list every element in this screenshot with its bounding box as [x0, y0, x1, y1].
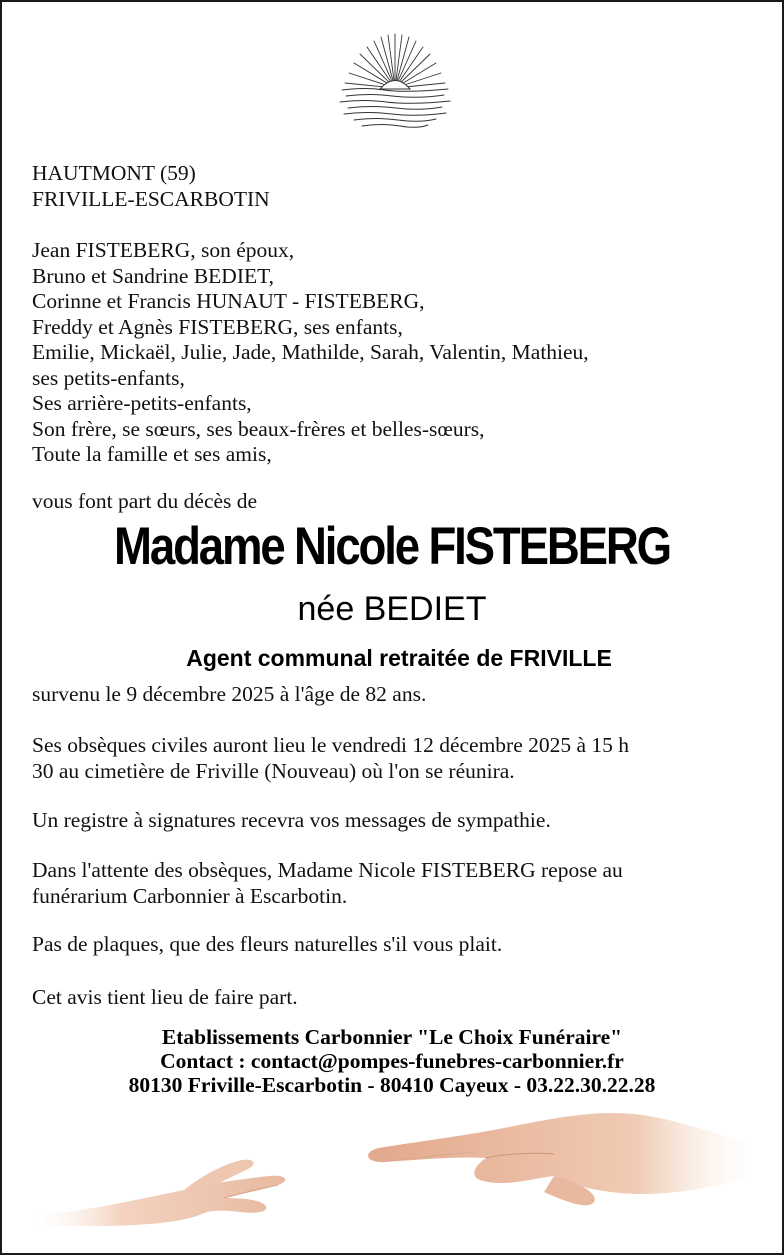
towns-header: [32, 161, 760, 212]
deceased-name: Madame Nicole FISTEBERG: [114, 517, 670, 576]
register-paragraph: [32, 808, 760, 834]
paragraph-line: Cet avis tient lieu de faire part.: [32, 985, 298, 1009]
family-list: [32, 238, 760, 468]
left-hand: [34, 1160, 285, 1226]
funeral-home-contact[interactable]: Contact : contact@pompes-funebres-carbonnier.fr: [160, 1049, 624, 1073]
family-line: Freddy et Agnès FISTEBERG, ses enfants,: [32, 314, 403, 339]
town-line: FRIVILLE-ESCARBOTIN: [32, 186, 270, 211]
paragraph-line: funérarium Carbonnier à Escarbotin.: [32, 883, 348, 908]
town-line: HAUTMONT (59): [32, 161, 196, 185]
family-line: ses petits-enfants,: [32, 365, 185, 390]
sunset-over-water-icon: [336, 32, 454, 136]
funeral-details-paragraph: [32, 733, 760, 784]
announcement-intro: vous font part du décès de: [32, 489, 258, 513]
paragraph-line: Un registre à signatures recevra vos messages de sympathie.: [32, 808, 551, 832]
family-line: Jean FISTEBERG, son époux,: [32, 238, 295, 262]
flowers-paragraph: [32, 932, 760, 958]
right-hand: [368, 1113, 754, 1205]
paragraph-line: Ses obsèques civiles auront lieu le vendredi 12 décembre 2025 à 15 h: [32, 733, 630, 757]
funeral-home-block: [2, 1025, 782, 1097]
rest-location-paragraph: [32, 858, 760, 909]
deceased-role: Agent communal retraitée de FRIVILLE: [186, 645, 612, 671]
paragraph-line: Pas de plaques, que des fleurs naturelles s'il vous plait.: [32, 932, 503, 956]
paragraph-line: Dans l'attente des obsèques, Madame Nicole FISTEBERG repose au: [32, 858, 623, 882]
maiden-name: née BEDIET: [297, 590, 487, 628]
family-line: Corinne et Francis HUNAUT - FISTEBERG,: [32, 289, 425, 313]
family-line: Ses arrière-petits-enfants,: [32, 391, 252, 415]
paragraph-line: 30 au cimetière de Friville (Nouveau) où l'on se réunira.: [32, 758, 515, 783]
family-line: Toute la famille et ses amis,: [32, 442, 272, 466]
death-date-paragraph: [32, 682, 760, 708]
family-line: Bruno et Sandrine BEDIET,: [32, 263, 275, 288]
notice-paragraph: [32, 985, 760, 1011]
family-line: Son frère, se sœurs, ses beaux-frères et belles-sœurs,: [32, 416, 485, 441]
funeral-home-name: Etablissements Carbonnier "Le Choix Funéraire": [161, 1025, 623, 1049]
paragraph-line: survenu le 9 décembre 2025 à l'âge de 82 ans.: [32, 682, 427, 706]
reaching-hands-image: [34, 1106, 754, 1226]
funeral-home-address: 80130 Friville-Escarbotin - 80410 Cayeux - 03.22.30.22.28: [128, 1073, 656, 1097]
family-line: Emilie, Mickaël, Julie, Jade, Mathilde, Sarah, Valentin, Mathieu,: [32, 340, 589, 364]
